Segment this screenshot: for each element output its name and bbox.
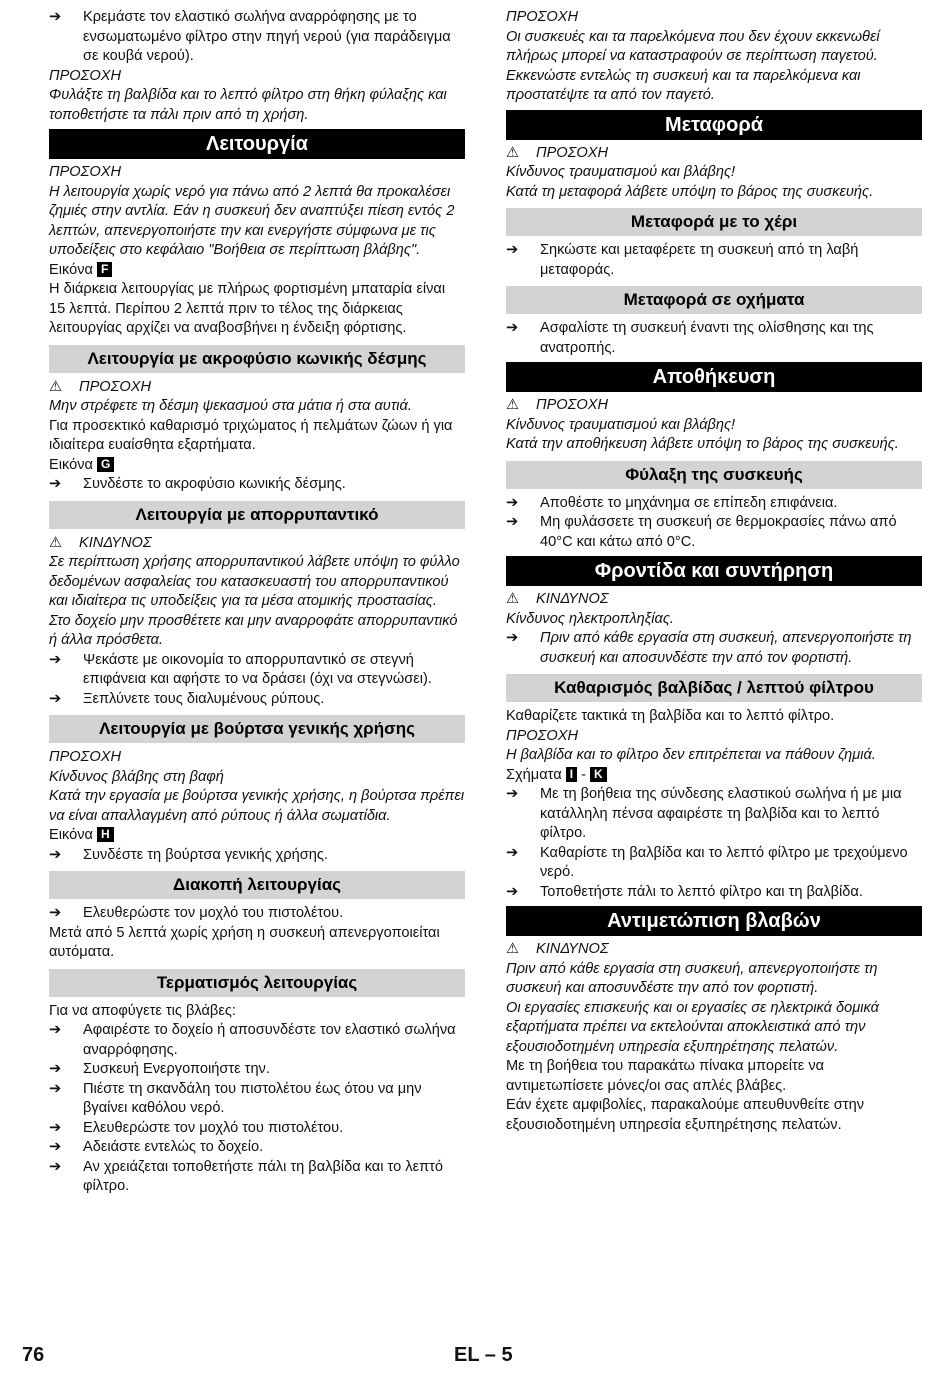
caution-text: Κίνδυνος τραυματισμού και βλάβης! [506, 164, 736, 180]
arrow-icon: ➔ [49, 1158, 62, 1175]
caution-label: ⚠ ΠΡΟΣΟΧΗ [506, 144, 922, 164]
warning-icon: ⚠ [49, 534, 63, 551]
list-item: ➔ Πριν από κάθε εργασία στη συσκευή, απενεργοποιήστε τη συσκευή και αποσυνδέστε την από τον φορτιστή. [506, 630, 912, 666]
arrow-icon: ➔ [49, 651, 62, 668]
arrow-icon: ➔ [49, 476, 62, 492]
caution-text: Φυλάξτε τη βαλβίδα και το λεπτό φίλτρο στη θήκη φύλαξης και τοποθετήστε τα πάλι πριν από τη χρήση. [49, 87, 447, 123]
list-item: ➔ Καθαρίστε τη βαλβίδα και το λεπτό φίλτρο με τρεχούμενο νερό. [506, 844, 908, 880]
subsection-title-interrupt: Διακοπή λειτουργίας [49, 871, 465, 899]
list-item: ➔ Μη φυλάσσετε τη συσκευή σε θερμοκρασίες πάνω από 40°C και κάτω από 0°C. [506, 514, 897, 550]
warning-icon: ⚠ [506, 941, 520, 957]
left-column [49, 8, 465, 1197]
figure-reference: Εικόνα H [49, 826, 465, 846]
list-item: ➔ Κρεμάστε τον ελαστικό σωλήνα αναρρόφησης με το ενσωματωμένο φίλτρο στην πηγή νερού (για παράδειγμα σε κουβά νερού). [49, 9, 451, 64]
arrow-icon: ➔ [506, 494, 519, 511]
subsection-title-device-storage: Φύλαξη της συσκευής [506, 461, 922, 489]
section-page-label: EL – 5 [454, 1344, 513, 1366]
page-number: 76 [22, 1344, 45, 1366]
danger-text: Κίνδυνος ηλεκτροπληξίας. [506, 610, 674, 627]
danger-label: ⚠ ΚΙΝΔΥΝΟΣ [506, 940, 922, 960]
caution-text: Οι συσκευές και τα παρελκόμενα που δεν έχουν εκκενωθεί πλήρως μπορεί να καταστραφούν σε περίπτωση παγετού. Εκκενώστε εντελώς τη συσκευή και τα παρελκόμενα και προστατέψτε τα από τον παγετό. [506, 28, 880, 103]
section-title-transport: Μεταφορά [506, 110, 922, 140]
list-item: ➔ Ελευθερώστε τον μοχλό του πιστολέτου. [49, 1119, 465, 1139]
valve-text: Καθαρίζετε τακτικά τη βαλβίδα και το λεπτό φίλτρο. [506, 708, 835, 724]
list-item: ➔ Ξεπλύνετε τους διαλυμένους ρύπους. [49, 690, 465, 710]
subsection-title-vehicle-transport: Μεταφορά σε οχήματα [506, 286, 922, 314]
list-item: ➔ Ψεκάστε με οικονομία το απορρυπαντικό σε στεγνή επιφάνεια και αφήστε το να δράσει (όχι να στεγνώσει). [49, 651, 432, 687]
operation-text: Η διάρκεια λειτουργίας με πλήρως φορτισμένη μπαταρία είναι 15 λεπτά. Περίπου 2 λεπτά πριν το τέλος της διάρκειας λειτουργίας αρχίζει να αναβοσβήνει η ένδειξη φόρτισης. [49, 281, 446, 336]
list-item: ➔ Αν χρειάζεται τοποθετήστε πάλι τη βαλβίδα και το λεπτό φίλτρο. [49, 1158, 444, 1194]
figure-reference: Εικόνα G [49, 456, 465, 476]
list-item: ➔ Αδειάστε εντελώς το δοχείο. [49, 1138, 465, 1158]
section-title-troubleshooting: Αντιμετώπιση βλαβών [506, 906, 922, 936]
warning-icon: ⚠ [506, 591, 520, 607]
danger-label: ⚠ ΚΙΝΔΥΝΟΣ [49, 534, 465, 554]
section-title-storage: Αποθήκευση [506, 362, 922, 392]
caution-text: Η λειτουργία χωρίς νερό για πάνω από 2 λεπτά θα προκαλέσει ζημιές στην αντλία. Εάν η συσκευή δεν αναπτύξει πίεση εντός 2 λεπτών, απενεργοποιήστε την και ενεργήστε σύμφωνα με τις υποδείξεις στο κεφάλαιο "Βοήθεια σε περίπτωση βλάβης". [49, 183, 455, 258]
caution-label: ⚠ ΠΡΟΣΟΧΗ [506, 396, 922, 416]
caution-text: Η βαλβίδα και το φίλτρο δεν επιτρέπεται να πάθουν ζημιά. [506, 747, 876, 763]
arrow-icon: ➔ [506, 242, 519, 258]
caution-label: ⚠ ΠΡΟΣΟΧΗ [49, 378, 465, 398]
figure-badge: I [566, 767, 577, 782]
figure-badge: K [590, 767, 607, 782]
arrow-icon: ➔ [49, 1022, 62, 1038]
list-item: ➔ Ελευθερώστε τον μοχλό του πιστολέτου. [49, 904, 465, 924]
arrow-icon: ➔ [49, 1119, 62, 1136]
cone-text: Για προσεκτικό καθαρισμό τριχώματος ή πελμάτων ζώων ή για ιδιαίτερα ευαίσθητα εξαρτήματα. [49, 417, 453, 453]
list-item: ➔ Σηκώστε και μεταφέρετε τη συσκευή από τη λαβή μεταφοράς. [506, 242, 859, 278]
danger-text: Στο δοχείο μην προσθέτετε και μην αναρροφάτε απορρυπαντικό ή άλλα πρόσθετα. [49, 612, 458, 648]
arrow-icon: ➔ [49, 846, 62, 863]
list-item: ➔ Αποθέστε το μηχάνημα σε επίπεδη επιφάνεια. [506, 494, 922, 514]
danger-text: Οι εργασίες επισκευής και οι εργασίες σε ηλεκτρικά δομικά εξαρτήματα πρέπει να εκτελούνται αποκλειστικά από την εξουσιοδοτημένη υπηρεσία εξυπηρέτησης πελατών. [506, 999, 879, 1055]
caution-label: ΠΡΟΣΟΧΗ [506, 9, 579, 25]
section-title-operation: Λειτουργία [49, 129, 465, 159]
arrow-icon: ➔ [49, 1139, 62, 1155]
caution-text: Κατά τη μεταφορά λάβετε υπόψη το βάρος της συσκευής. [506, 183, 874, 200]
subsection-title-valve-cleaning: Καθαρισμός βαλβίδας / λεπτού φίλτρου [506, 674, 922, 702]
figure-reference: Σχήματα I - K [506, 766, 922, 786]
list-item: ➔ Πιέστε τη σκανδάλη του πιστολέτου έως ότου να μην βγαίνει καθόλου νερό. [49, 1080, 422, 1116]
arrow-icon: ➔ [506, 786, 519, 802]
subsection-title-hand-transport: Μεταφορά με το χέρι [506, 208, 922, 236]
arrow-icon: ➔ [49, 9, 62, 25]
arrow-icon: ➔ [506, 514, 519, 530]
figure-badge: H [97, 827, 114, 842]
list-item: ➔ Τοποθετήστε πάλι το λεπτό φίλτρο και τη βαλβίδα. [506, 883, 922, 903]
list-item: ➔ Με τη βοήθεια της σύνδεσης ελαστικού σωλήνα ή με μια κατάλληλη πένσα αφαιρέστε τη βαλβίδα και το λεπτό φίλτρο. [506, 786, 902, 841]
list-item: ➔ Ασφαλίστε τη συσκευή έναντι της ολίσθησης και της ανατροπής. [506, 320, 874, 356]
warning-icon: ⚠ [506, 144, 520, 161]
caution-label: ΠΡΟΣΟΧΗ [49, 749, 122, 765]
arrow-icon: ➔ [49, 1061, 62, 1077]
subsection-title-detergent: Λειτουργία με απορρυπαντικό [49, 501, 465, 529]
figure-badge: G [97, 457, 114, 472]
list-item: ➔ Συνδέστε το ακροφύσιο κωνικής δέσμης. [49, 475, 465, 495]
caution-text: Κατά την εργασία με βούρτσα γενικής χρήσης, η βούρτσα πρέπει να είναι απαλλαγμένη από ρύπους ή άλλα σωματίδια. [49, 788, 465, 824]
caution-label: ΠΡΟΣΟΧΗ [49, 164, 122, 180]
danger-text: Σε περίπτωση χρήσης απορρυπαντικού λάβετε υπόψη το φύλλο δεδομένων ασφαλείας του κατασκευαστή του απορρυπαντικού και ιδιαίτερα τις υποδείξεις για τα μέσα ατομικής προστασίας. [49, 554, 460, 609]
caution-label: ΠΡΟΣΟΧΗ [49, 67, 122, 84]
subsection-title-cone-nozzle: Λειτουργία με ακροφύσιο κωνικής δέσμης [49, 345, 465, 373]
trouble-text: Εάν έχετε αμφιβολίες, παρακαλούμε απευθυνθείτε στην εξουσιοδοτημένη υπηρεσία εξυπηρέτησης πελατών. [506, 1097, 864, 1133]
end-text: Για να αποφύγετε τις βλάβες: [49, 1002, 236, 1019]
arrow-icon: ➔ [506, 320, 519, 336]
section-title-care: Φροντίδα και συντήρηση [506, 556, 922, 586]
right-column [506, 8, 922, 1135]
arrow-icon: ➔ [506, 883, 519, 900]
warning-icon: ⚠ [506, 397, 520, 413]
subsection-title-end: Τερματισμός λειτουργίας [49, 969, 465, 997]
list-item: ➔ Αφαιρέστε το δοχείο ή αποσυνδέστε τον ελαστικό σωλήνα αναρρόφησης. [49, 1022, 456, 1058]
interrupt-text: Μετά από 5 λεπτά χωρίς χρήση η συσκευή απενεργοποιείται αυτόματα. [49, 924, 440, 960]
figure-reference: Εικόνα F [49, 261, 465, 281]
arrow-icon: ➔ [49, 690, 62, 707]
caution-text: Κίνδυνος βλάβης στη βαφή [49, 768, 224, 785]
arrow-icon: ➔ [49, 905, 62, 921]
caution-label: ΠΡΟΣΟΧΗ [506, 727, 579, 744]
arrow-icon: ➔ [49, 1080, 62, 1097]
caution-text: Μην στρέφετε τη δέσμη ψεκασμού στα μάτια ή στα αυτιά. [49, 398, 412, 414]
subsection-title-brush: Λειτουργία με βούρτσα γενικής χρήσης [49, 715, 465, 743]
arrow-icon: ➔ [506, 630, 519, 646]
list-item: ➔ Συνδέστε τη βούρτσα γενικής χρήσης. [49, 846, 465, 866]
list-item: ➔ Συσκευή Ενεργοποιήστε την. [49, 1060, 465, 1080]
danger-text: Πριν από κάθε εργασία στη συσκευή, απενεργοποιήστε τη συσκευή και αποσυνδέστε την από τον φορτιστή. [506, 960, 878, 996]
warning-icon: ⚠ [49, 378, 63, 395]
caution-text: Κίνδυνος τραυματισμού και βλάβης! [506, 416, 736, 433]
figure-badge: F [97, 262, 112, 277]
danger-label: ⚠ ΚΙΝΔΥΝΟΣ [506, 590, 922, 610]
arrow-icon: ➔ [506, 844, 519, 861]
trouble-text: Με τη βοήθεια του παρακάτω πίνακα μπορείτε να αντιμετωπίσετε μόνες/οι σας απλές βλάβες. [506, 1058, 825, 1094]
caution-text: Κατά την αποθήκευση λάβετε υπόψη το βάρος της συσκευής. [506, 436, 899, 452]
